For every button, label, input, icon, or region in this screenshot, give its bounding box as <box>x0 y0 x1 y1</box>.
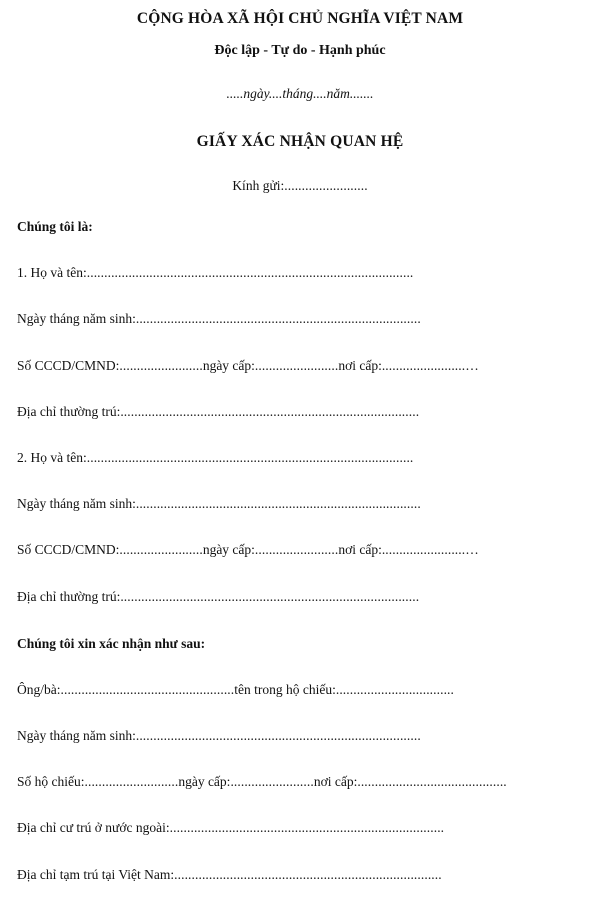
person1-issue-place-label: nơi cấp: <box>338 357 382 373</box>
confirmation-issue-date-label: ngày cấp: <box>178 774 231 790</box>
confirmation-vn-address-label: Địa chỉ tạm trú tại Việt Nam: <box>17 866 175 882</box>
confirmation-passport-name-field[interactable]: .................................. <box>335 681 455 697</box>
person2-issue-date-field[interactable]: ........................ <box>254 542 339 558</box>
confirmation-passport-row <box>17 774 560 790</box>
national-motto: Độc lập - Tự do - Hạnh phúc <box>214 43 386 59</box>
person1-name-field[interactable]: .............................................................................................. <box>86 265 414 281</box>
confirmation-dob-field[interactable]: .................................................................................. <box>135 728 421 744</box>
person1-id-label: Số CCCD/CMND: <box>17 357 120 373</box>
confirmation-foreign-address-field[interactable]: ............................................................................... <box>169 820 445 836</box>
page-title: GIẤY XÁC NHẬN QUAN HỆ <box>196 132 404 150</box>
person1-id-field[interactable]: ........................ <box>119 357 203 373</box>
date-placeholder-line: .....ngày....tháng....năm....... <box>226 85 374 101</box>
recipient-fill-field[interactable]: ........................ <box>284 178 368 194</box>
person2-name-field[interactable]: .............................................................................................. <box>86 449 414 465</box>
national-title: CỘNG HÒA XÃ HỘI CHỦ NGHĨA VIỆT NAM <box>136 10 464 27</box>
confirmation-passport-no-label: Số hộ chiếu: <box>17 774 85 790</box>
confirmation-passport-name-label: tên trong hộ chiếu: <box>234 681 336 697</box>
person2-issue-place-label: nơi cấp: <box>338 542 382 558</box>
person2-name-label: 2. Họ và tên: <box>17 449 87 465</box>
confirmation-subject-row <box>17 682 560 698</box>
confirmation-foreign-address-label: Địa chỉ cư trú ở nước ngoài: <box>17 820 170 836</box>
person1-dob-field[interactable]: .................................................................................. <box>135 311 421 327</box>
document-body <box>0 195 600 883</box>
confirmation-vn-address-field[interactable]: ............................................................................. <box>174 866 442 882</box>
recipient-line <box>0 151 600 195</box>
person1-name-label: 1. Họ và tên: <box>17 265 87 281</box>
person2-id-field[interactable]: ........................ <box>119 542 203 558</box>
person1-id-row <box>17 358 560 374</box>
confirmation-subject-field[interactable]: .................................................. <box>60 681 235 697</box>
person2-address-row <box>17 589 560 605</box>
person1-name-row <box>17 265 560 281</box>
person1-address-row <box>17 404 560 420</box>
person2-dob-row <box>17 496 560 512</box>
person2-dob-field[interactable]: .................................................................................. <box>135 496 421 512</box>
confirmation-issue-place-label: nơi cấp: <box>313 774 358 790</box>
person1-issue-place-field[interactable]: ........................… <box>381 357 479 373</box>
confirmation-dob-label: Ngày tháng năm sinh: <box>17 728 136 744</box>
person2-id-row <box>17 542 560 558</box>
person2-name-row <box>17 450 560 466</box>
confirmation-dob-row <box>17 728 560 744</box>
confirmation-subject-label: Ông/bà: <box>17 681 61 697</box>
person1-address-field[interactable]: ...................................................................................... <box>120 403 420 419</box>
confirmation-heading: Chúng tôi xin xác nhận như sau: <box>17 635 206 651</box>
person1-dob-row <box>17 311 560 327</box>
person1-dob-label: Ngày tháng năm sinh: <box>17 311 136 327</box>
confirmation-foreign-address-row <box>17 820 560 836</box>
person2-address-field[interactable]: ...................................................................................... <box>120 588 420 604</box>
person2-issue-place-field[interactable]: ........................… <box>381 542 479 558</box>
confirmation-vn-address-row <box>17 867 560 883</box>
document-header <box>0 0 600 195</box>
person2-id-label: Số CCCD/CMND: <box>17 542 120 558</box>
person2-address-label: Địa chỉ thường trú: <box>17 588 121 604</box>
person1-issue-date-field[interactable]: ........................ <box>254 357 339 373</box>
person1-issue-date-label: ngày cấp: <box>202 357 255 373</box>
confirmation-issue-date-field[interactable]: ........................ <box>230 774 314 790</box>
confirmation-issue-place-field[interactable]: ........................................... <box>357 774 507 790</box>
recipient-label: Kính gửi: <box>232 178 285 194</box>
person1-address-label: Địa chỉ thường trú: <box>17 403 121 419</box>
person2-dob-label: Ngày tháng năm sinh: <box>17 496 136 512</box>
person2-issue-date-label: ngày cấp: <box>202 542 255 558</box>
confirmation-passport-no-field[interactable]: ........................... <box>84 774 179 790</box>
declarants-heading: Chúng tôi là: <box>17 219 93 234</box>
